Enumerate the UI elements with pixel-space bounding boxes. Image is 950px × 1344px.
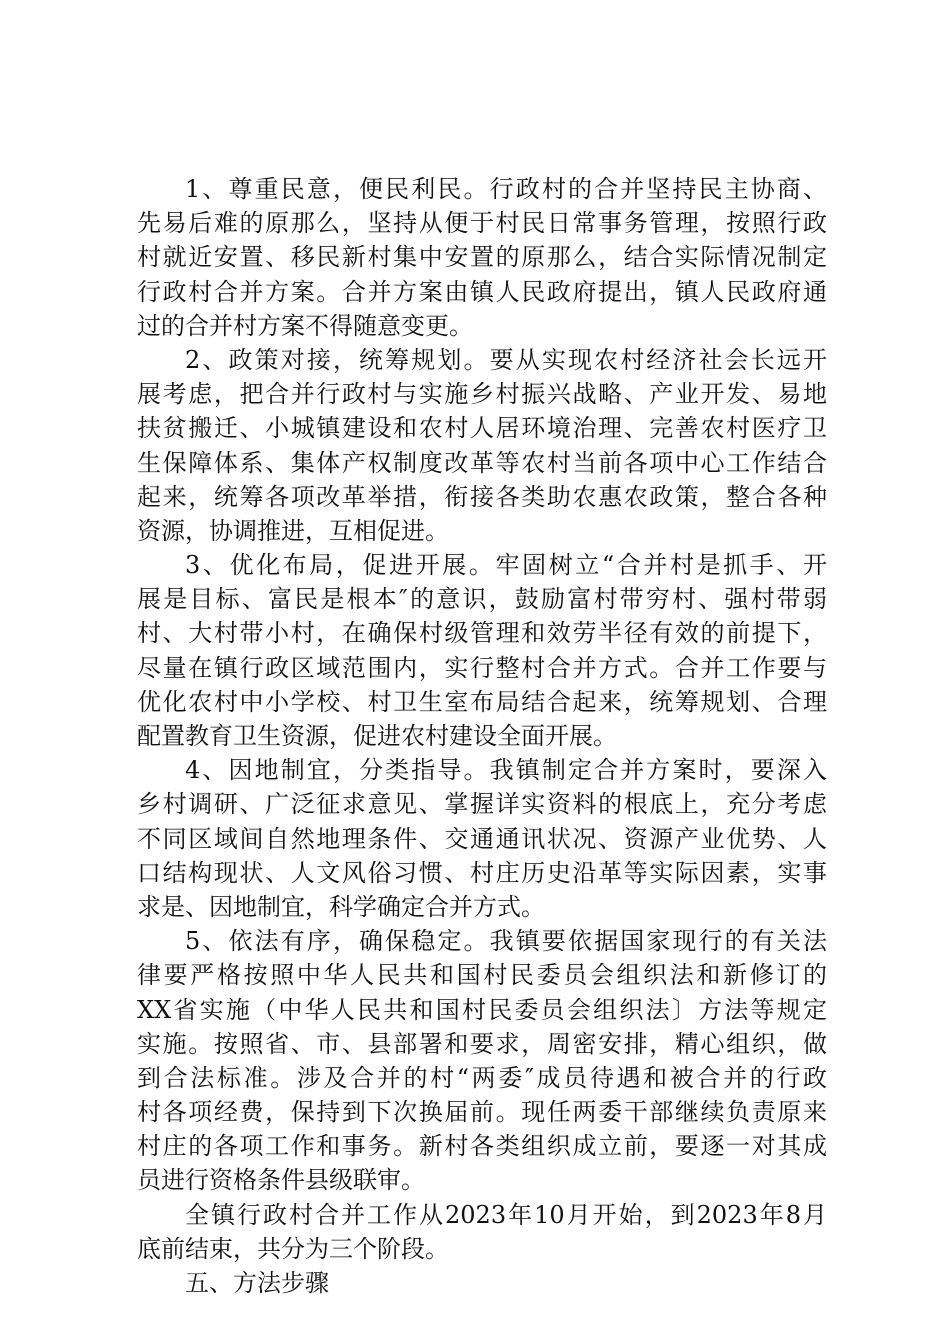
text-line: 口结构现状、人文风俗习惯、村庄历史沿革等实际因素，实事 (137, 858, 827, 887)
text-line: 3、优化布局，促进开展。牢固树立“合并村是抓手、开 (185, 551, 827, 580)
text-line: 员进行资格条件县级联审。 (137, 1166, 425, 1195)
text-line: 展是目标、富民是根本″的意识，鼓励富村带穷村、强村带弱 (137, 585, 827, 614)
text-line: 实施。按照省、市、县部署和要求，周密安排，精心组织，做 (137, 1029, 827, 1058)
text-line: 先易后难的原那么，坚持从便于村民日常事务管理，按照行政 (137, 209, 827, 238)
text-line: 过的合并村方案不得随意变更。 (137, 311, 473, 340)
text-line: XX省实施（中华人民共和国村民委员会组织法〕方法等规定 (137, 995, 827, 1024)
paragraph-6 (137, 1198, 827, 1266)
text-line: 1、尊重民意，便民利民。行政村的合并坚持民主协商、 (185, 175, 827, 203)
text-line: 5、依法有序，确保稳定。我镇要依据国家现行的有关法 (185, 927, 827, 956)
text-line: 4、因地制宜，分类指导。我镇制定合并方案时，要深入 (185, 756, 827, 785)
text-line: 不同区域间自然地理条件、交通通讯状况、资源产业优势、人 (137, 824, 827, 853)
text-line: 村就近安置、移民新村集中安置的原那么，结合实际情况制定 (137, 243, 827, 272)
text-line: 资源，协调推进，互相促进。 (137, 516, 449, 545)
text-line: 底前结束，共分为三个阶段。 (137, 1234, 449, 1263)
text-line: 乡村调研、广泛征求意见、掌握详实资料的根底上，充分考虑 (137, 790, 827, 819)
text-line: 行政村合并方案。合并方案由镇人民政府提出，镇人民政府通 (137, 277, 827, 306)
text-line: 扶贫搬迁、小城镇建设和农村人居环境治理、完善农村医疗卫 (137, 414, 827, 443)
text-line: 村各项经费，保持到下次换届前。现任两委干部继续负责原来 (137, 1098, 827, 1127)
text-line: 展考虑，把合并行政村与实施乡村振兴战略、产业开发、易地 (137, 380, 827, 409)
document-page (137, 172, 827, 1300)
text-line: 求是、因地制宜，科学确定合并方式。 (137, 892, 545, 921)
paragraph-4 (137, 753, 827, 924)
paragraph-5 (137, 924, 827, 1198)
text-line: 起来，统筹各项改革举措，衔接各类助农惠农政策，整合各种 (137, 482, 827, 511)
text-line: 生保障体系、集体产权制度改革等农村当前各项中心工作结合 (137, 448, 827, 477)
text-line: 全镇行政村合并工作从2023年10月开始，到2023年8月 (185, 1200, 827, 1229)
section-heading (137, 1266, 827, 1300)
text-line: 配置教育卫生资源，促进农村建设全面开展。 (137, 722, 617, 750)
text-line: 优化农村中小学校、村卫生室布局结合起来，统筹规划、合理 (137, 687, 827, 716)
text-line: 尽量在镇行政区域范围内，实行整村合并方式。合并工作要与 (137, 653, 827, 682)
text-line: 到合法标准。涉及合并的村“两委″成员待遇和被合并的行政 (137, 1063, 827, 1092)
paragraph-1 (137, 172, 827, 343)
text-line: 2、政策对接，统筹规划。要从实现农村经济社会长远开 (185, 345, 827, 374)
heading-text: 五、方法步骤 (185, 1269, 329, 1297)
paragraph-2 (137, 343, 827, 548)
text-line: 律要严格按照中华人民共和国村民委员会组织法和新修订的 (137, 961, 827, 990)
paragraph-3 (137, 548, 827, 753)
text-line: 村、大村带小村，在确保村级管理和效劳半径有效的前提下， (137, 619, 827, 648)
text-line: 村庄的各项工作和事务。新村各类组织成立前，要逐一对其成 (137, 1132, 827, 1161)
